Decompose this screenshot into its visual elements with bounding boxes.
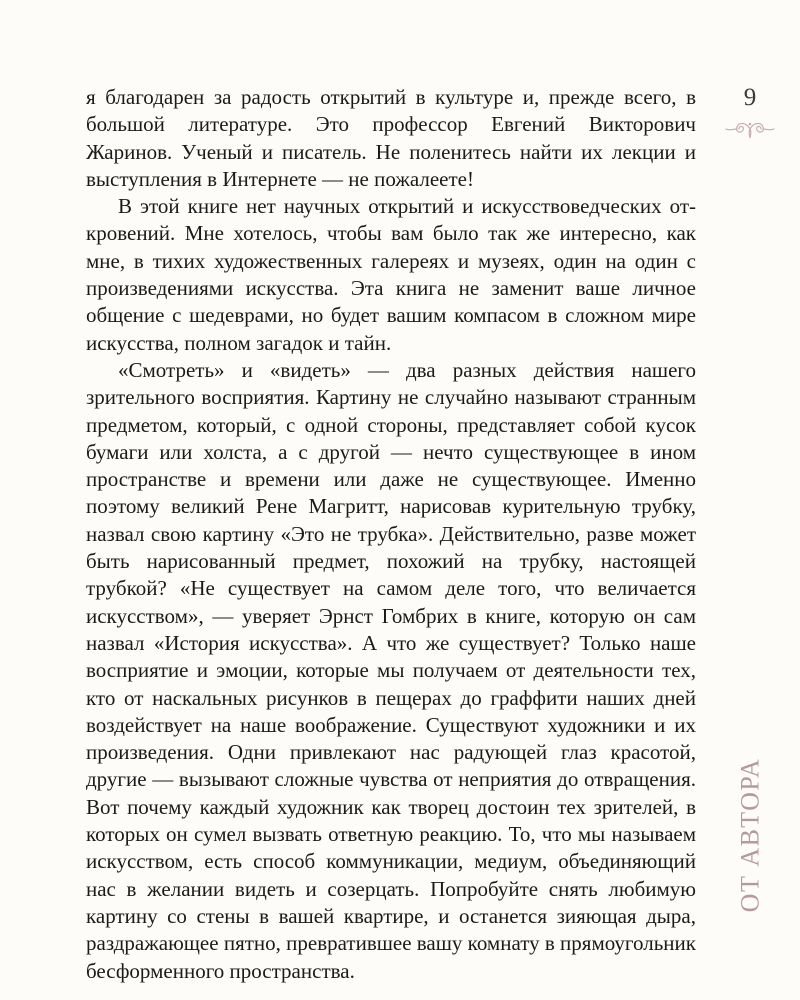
flourish-ornament-icon: [724, 118, 776, 140]
paragraph-2: В этой книге нет научных открытий и искусствоведческих откровений. Мне хотелось, чтобы вам было так же интересно, как мне, в тихих художественных галереях и музеях, один на один с произведениями искусства. Эта книга не заменит ваше личное общение с шедеврами, но будет вашим компасом в сложном мире искусства, полном загадок и тайн.: [86, 194, 696, 355]
running-head: [724, 757, 776, 913]
page-number: 9: [743, 84, 757, 111]
running-head-text: ОТ АВТОРА: [735, 757, 765, 913]
page-body: [86, 84, 696, 985]
paragraph-3: «Смотреть» и «видеть» — два разных действия нашего зрительного восприятия. Картину не случайно называют странным предметом, который, с одной стороны, представляет собой кусок бумаги или холста, а с другой — нечто существующее в ином пространстве и времени или даже не существующее. Именно поэтому великий Рене Магритт, нарисовав курительную трубку, назвал свою картину «Это не трубка». Действительно, разве может быть нарисованный предмет, похожий на трубку, настоящей трубкой? «Не существует на самом деле того, что величается искусством», — уверяет Эрнст Гомбрих в книге, которую он сам назвал «История искусства». А что же существует? Только наше восприятие и эмоции, которые мы получаем от деятельности тех, кто от наскальных рисунков в пещерах до граффити наших дней воздействует на наше воображение. Существуют художники и их произведения. Одни привлекают нас радующей глаз красотой, другие — вызывают сложные чувства от неприятия до отвращения. Вот почему каждый художник как творец достоин тех зрителей, в которых он сумел вызвать ответную реакцию. То, что мы называем искусством, есть способ коммуникации, медиум, объединяющий нас в желании видеть и созерцать. Попробуйте снять любимую картину со стены в вашей квартире, и останется зияющая дыра, раздражающее пятно, превратившее вашу комнату в прямоугольник бесформенного пространства.: [86, 357, 696, 983]
paragraph-1: я благодарен за радость открытий в культуре и, прежде всего, в большой литературе. Это профессор Евгений Викторович Жаринов. Ученый и писатель. Не поленитесь найти их лекции и выступления в Интернете — не пожалеете!: [86, 85, 696, 191]
